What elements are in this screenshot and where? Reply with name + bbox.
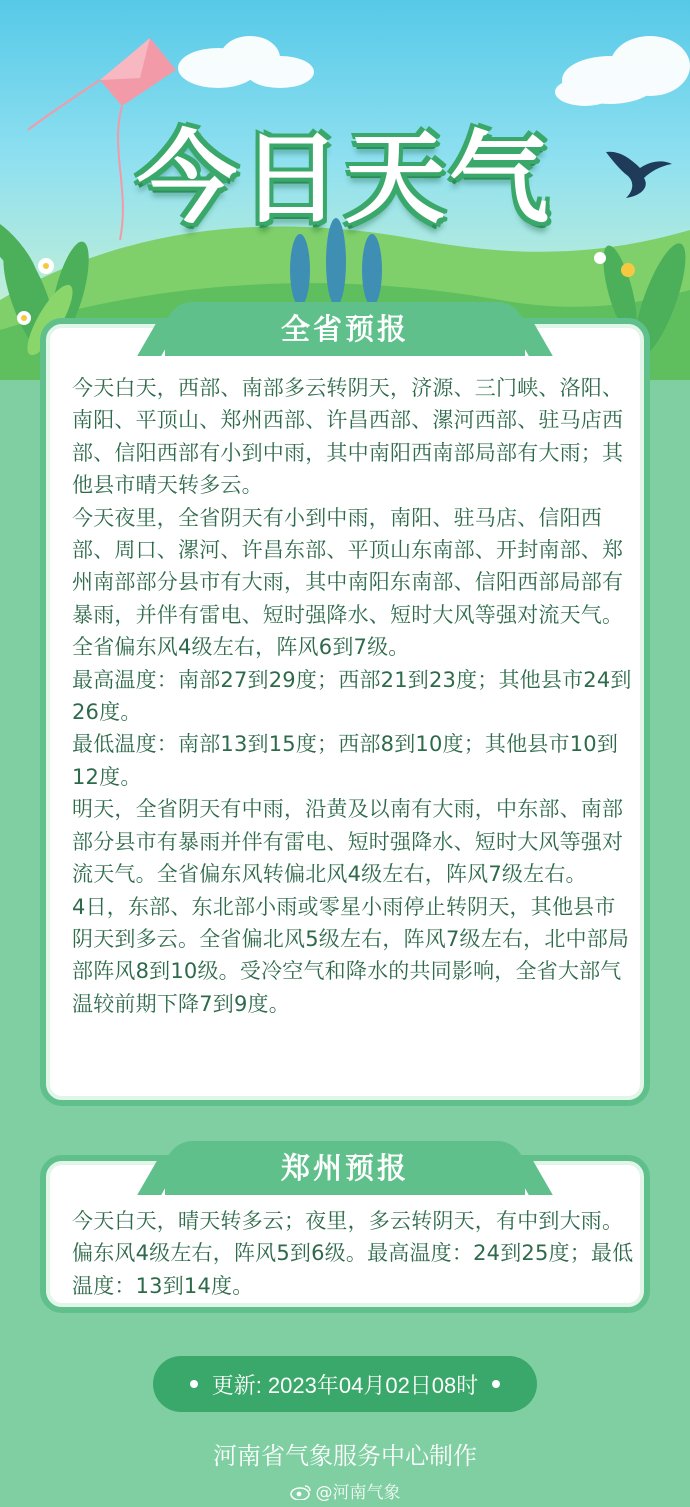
forecast-paragraph: 全省偏东风4级左右，阵风6到7级。 xyxy=(72,635,410,660)
forecast-paragraph: 今天夜里，全省阴天有小到中雨，南阳、驻马店、信阳西部、周口、漯河、许昌东部、平顶山东南部、开封南部、郑州南部部分县市有大雨，其中南阳东南部、信阳西部局部有暴雨，并伴有雷电、短时强降水、短时大风等强对流天气。 xyxy=(72,505,624,627)
weibo-icon xyxy=(290,1484,312,1500)
province-forecast-card xyxy=(40,312,650,1106)
weibo-watermark xyxy=(0,1478,690,1503)
forecast-paragraph: 今天白天，西部、南部多云转阴天，济源、三门峡、洛阳、南阳、平顶山、郑州西部、许昌西部、漯河西部、驻马店西部、信阳西部有小到中雨，其中南阳西南部局部有大雨；其他县市晴天转多云。 xyxy=(72,376,624,498)
city-forecast-text xyxy=(72,1205,634,1302)
update-time: 更新: 2023年04月02日08时 xyxy=(211,1372,479,1398)
dot-icon xyxy=(190,1380,198,1388)
forecast-paragraph: 最低温度：南部13到15度；西部8到10度；其他县市10到12度。 xyxy=(72,732,619,789)
forecast-paragraph: 4日，东部、东北部小雨或零星小雨停止转阴天，其他县市阴天到多云。全省偏北风5级左右，阵风7级左右，北中部局部阵风8到10级。受冷空气和降水的共同影响，全省大部气温较前期下降7到9度。 xyxy=(72,894,630,1016)
watermark-text: @河南气象 xyxy=(315,1483,401,1503)
city-forecast-tab: 郑州预报 xyxy=(165,1141,525,1195)
forecast-paragraph: 明天，全省阴天有中雨，沿黄及以南有大雨，中东部、南部部分县市有暴雨并伴有雷电、短时强降水、短时大风等强对流天气。全省偏东风转偏北风4级左右，阵风7级左右。 xyxy=(72,797,624,887)
forecast-paragraph: 今天白天，晴天转多云；夜里，多云转阴天，有中到大雨。偏东风4级左右，阵风5到6级。最高温度：24到25度；最低温度：13到14度。 xyxy=(72,1209,634,1298)
update-time-badge xyxy=(153,1356,537,1412)
producer-credit: 河南省气象服务中心制作 xyxy=(213,1442,477,1470)
city-forecast-card xyxy=(40,1151,650,1313)
forecast-paragraph: 最高温度：南部27到29度；西部21到23度；其他县市24到26度。 xyxy=(72,667,632,725)
province-forecast-tab: 全省预报 xyxy=(165,302,525,356)
page-title: 今日天气 xyxy=(137,120,553,237)
cloud-icon xyxy=(555,36,690,106)
province-forecast-text xyxy=(72,372,634,1020)
dot-icon xyxy=(492,1380,500,1388)
cloud-icon xyxy=(178,36,314,88)
